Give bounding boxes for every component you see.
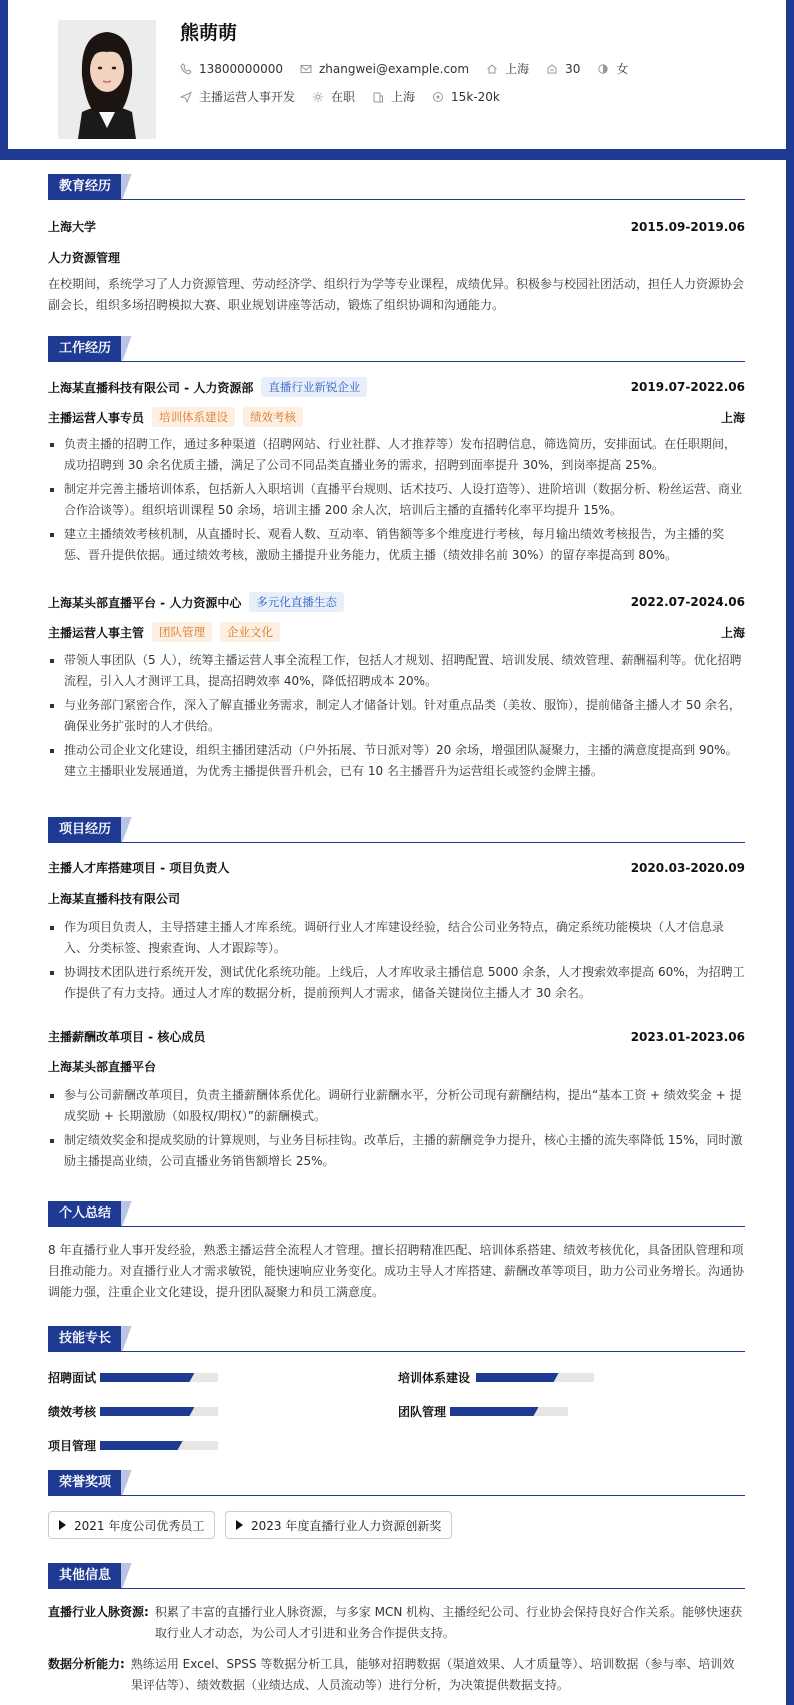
education-description: 在校期间，系统学习了人力资源管理、劳动经济学、组织行为学等专业课程，成绩优异。积极参与校园社团活动，担任人力资源协会副会长，组织多场招聘模拟大赛、职业规划讲座等活动，锻炼了组织协调和沟通能力。 bbox=[48, 277, 745, 312]
skill-item-2 bbox=[48, 1403, 218, 1420]
skill-label: 培训体系建设 bbox=[398, 1371, 471, 1385]
project-2-org-row bbox=[48, 1058, 745, 1075]
list-item: 制定并完善主播培训体系，包括新人入职培训（直播平台规则、话术技巧、人设打造等）、进阶培训（数据分析、粉丝运营、商业合作洽谈等）。组织培训课程 50 余场，培训主播 200 余人次，培训后主播的直播转化率平均提升 15%。 bbox=[48, 479, 745, 521]
work-2-tag-2: 企业文化 bbox=[220, 622, 280, 642]
work-1-tag-2: 绩效考核 bbox=[243, 407, 303, 427]
work-2-header bbox=[48, 592, 745, 612]
education-dates: 2015.09-2019.06 bbox=[630, 219, 745, 234]
candidate-name: 熊萌萌 bbox=[180, 22, 238, 44]
gender-text: 女 bbox=[616, 62, 629, 76]
school-name: 上海大学 bbox=[48, 220, 97, 234]
education-heading bbox=[48, 174, 745, 200]
list-item: 协调技术团队进行系统开发，测试优化系统功能。上线后，人才库收录主播信息 5000 余条，人才搜索效率提高 60%，为招聘工作提供了有力支持。通过人才库的数据分析，提前预判人才需求，储备关键岗位主播人才 30 余名。 bbox=[48, 962, 745, 1004]
project-1-bullets bbox=[48, 917, 745, 1007]
section-title-skills: 技能专长 bbox=[48, 1326, 122, 1351]
section-title-education: 教育经历 bbox=[48, 174, 122, 199]
section-title-honors: 荣誉奖项 bbox=[48, 1470, 122, 1495]
play-icon bbox=[59, 1520, 66, 1530]
work-2-bullets bbox=[48, 650, 745, 785]
work-1-company-tag: 直播行业新锐企业 bbox=[261, 377, 367, 397]
target-city-text: 上海 bbox=[391, 90, 416, 104]
list-item: 负责主播的招聘工作，通过多种渠道（招聘网站、行业社群、人才推荐等）发布招聘信息，筛选简历，安排面试。在任职期间，成功招聘到 30 余名优质主播，满足了公司不同品类直播业务的需求，招聘到面率提升 30%，到岗率提高 25%。 bbox=[48, 434, 745, 476]
work-2-tag-1: 团队管理 bbox=[152, 622, 212, 642]
project-2-bullets bbox=[48, 1085, 745, 1175]
summary-text: 8 年直播行业人事开发经验，熟悉主播运营全流程人才管理。擅长招聘精准匹配、培训体系搭建、绩效考核优化，具备团队管理和项目推动能力。对直播行业人才需求敏锐，能快速响应业务变化。成功主导人才库搭建、薪酬改革等项目，助力公司业务增长。沟通协调能力强，注重企业文化建设，提升团队凝聚力和员工满意度。 bbox=[48, 1243, 745, 1299]
project-1-header bbox=[48, 859, 745, 876]
summary-heading bbox=[48, 1201, 745, 1227]
project-2-org: 上海某头部直播平台 bbox=[48, 1060, 157, 1074]
work-1-dates: 2019.07-2022.06 bbox=[630, 380, 745, 394]
title-tail bbox=[121, 1563, 133, 1588]
section-title-other: 其他信息 bbox=[48, 1563, 122, 1588]
salary-text: 15k-20k bbox=[451, 89, 500, 104]
list-item: 参与公司薪酬改革项目，负责主播薪酬体系优化。调研行业薪酬水平，分析公司现有薪酬结构，提出“基本工资 + 绩效奖金 + 提成奖励 + 长期激励（如股权/期权）”的薪酬模式。 bbox=[48, 1085, 745, 1127]
list-item: 带领人事团队（5 人），统筹主播运营人事全流程工作，包括人才规划、招聘配置、培训发展、绩效管理、薪酬福利等。优化招聘流程，引入人才测评工具，提高招聘效率 40%，降低招聘成本 20%。 bbox=[48, 650, 745, 692]
title-tail bbox=[121, 336, 133, 361]
work-1-title-row bbox=[48, 407, 745, 427]
content-layer bbox=[48, 0, 745, 1705]
section-title-work: 工作经历 bbox=[48, 336, 122, 361]
other-item-1 bbox=[48, 1602, 745, 1644]
project-1-org: 上海某直播科技有限公司 bbox=[48, 892, 181, 906]
status-text: 在职 bbox=[331, 90, 356, 104]
location-text: 上海 bbox=[505, 62, 530, 76]
skill-item-1 bbox=[398, 1369, 594, 1386]
age-text: 30 bbox=[565, 61, 581, 76]
work-1-header bbox=[48, 377, 745, 397]
skill-fill bbox=[100, 1373, 194, 1382]
work-1-title: 主播运营人事专员 bbox=[48, 410, 145, 425]
target-role-text: 主播运营人事开发 bbox=[199, 90, 296, 104]
honor-text: 2021 年度公司优秀员工 bbox=[74, 1518, 205, 1533]
skill-item-3 bbox=[398, 1403, 568, 1420]
list-item: 制定绩效奖金和提成奖励的计算规则，与业务目标挂钩。改革后，主播的薪酬竞争力提升，核心主播的流失率降低 15%，同时激励主播提高业绩，公司直播业务销售额增长 25%。 bbox=[48, 1130, 745, 1172]
other-heading bbox=[48, 1563, 745, 1589]
skill-fill bbox=[476, 1373, 559, 1382]
list-item: 与业务部门紧密合作，深入了解直播业务需求，制定人才储备计划。针对重点品类（美妆、服饰），提前储备主播人才 50 余名，确保业务扩张时的人才供给。 bbox=[48, 695, 745, 737]
project-2-header bbox=[48, 1028, 745, 1045]
work-2-title-row bbox=[48, 622, 745, 642]
section-title-summary: 个人总结 bbox=[48, 1201, 122, 1226]
skill-label: 团队管理 bbox=[398, 1405, 447, 1419]
projects-heading bbox=[48, 817, 745, 843]
skill-bar bbox=[450, 1407, 568, 1416]
skill-bar bbox=[100, 1373, 218, 1382]
project-2-dates: 2023.01-2023.06 bbox=[630, 1029, 745, 1044]
work-2-dates: 2022.07-2024.06 bbox=[630, 595, 745, 609]
work-1-city: 上海 bbox=[720, 410, 745, 425]
other-key: 直播行业人脉资源: bbox=[48, 1605, 149, 1619]
right-accent-strip bbox=[786, 149, 794, 1705]
honor-text: 2023 年度直播行业人力资源创新奖 bbox=[251, 1518, 442, 1533]
skill-bar bbox=[476, 1373, 594, 1382]
title-tail bbox=[121, 1201, 133, 1226]
phone-text: 13800000000 bbox=[199, 61, 283, 76]
skills-heading bbox=[48, 1326, 745, 1352]
honor-badge-2 bbox=[225, 1511, 452, 1539]
list-item: 作为项目负责人，主导搭建主播人才库系统。调研行业人才库建设经验，结合公司业务特点，确定系统功能模块（人才信息录入、分类标签、搜索查询、人才跟踪等）。 bbox=[48, 917, 745, 959]
section-title-projects: 项目经历 bbox=[48, 817, 122, 842]
skill-item-0 bbox=[48, 1369, 218, 1386]
skill-fill bbox=[100, 1441, 183, 1450]
other-value: 熟练运用 Excel、SPSS 等数据分析工具，能够对招聘数据（渠道效果、人才质量等）、培训数据（参与率、培训效果评估等）、绩效数据（业绩达成、人员流动等）进行分析，为决策提供数据支持。 bbox=[130, 1657, 735, 1692]
work-1-tag-1: 培训体系建设 bbox=[152, 407, 235, 427]
skill-label: 招聘面试 bbox=[48, 1371, 97, 1385]
work-1-bullets bbox=[48, 434, 745, 569]
major-name: 人力资源管理 bbox=[48, 251, 121, 265]
title-tail bbox=[121, 817, 133, 842]
work-2-company-tag: 多元化直播生态 bbox=[249, 592, 344, 612]
work-heading bbox=[48, 336, 745, 362]
work-1-company: 上海某直播科技有限公司 - 人力资源部 bbox=[48, 380, 254, 395]
title-tail bbox=[121, 174, 133, 199]
work-2-city: 上海 bbox=[720, 625, 745, 640]
skill-label: 项目管理 bbox=[48, 1439, 97, 1453]
play-icon bbox=[236, 1520, 243, 1530]
skill-bar bbox=[100, 1407, 218, 1416]
work-2-company: 上海某头部直播平台 - 人力资源中心 bbox=[48, 595, 242, 610]
major-row bbox=[48, 249, 745, 266]
list-item: 建立主播绩效考核机制，从直播时长、观看人数、互动率、销售额等多个维度进行考核，每月输出绩效考核报告，为主播的奖惩、晋升提供依据。通过绩效考核，激励主播提升业务能力，优质主播（绩效排名前 30%）的留存率提高到 80%。 bbox=[48, 524, 745, 566]
list-item: 推动公司企业文化建设，组织主播团建活动（户外拓展、节日派对等）20 余场，增强团队凝聚力，主播的满意度提高到 90%。建立主播职业发展通道，为优秀主播提供晋升机会，已有 10 名主播晋升为运营组长或签约金牌主播。 bbox=[48, 740, 745, 782]
skill-label: 绩效考核 bbox=[48, 1405, 97, 1419]
title-tail bbox=[121, 1470, 133, 1495]
project-1-org-row bbox=[48, 890, 745, 907]
work-2-title: 主播运营人事主管 bbox=[48, 625, 145, 640]
other-key: 数据分析能力: bbox=[48, 1657, 125, 1671]
project-1-dates: 2020.03-2020.09 bbox=[630, 860, 745, 875]
skill-fill bbox=[100, 1407, 194, 1416]
title-tail bbox=[121, 1326, 133, 1351]
skill-item-4 bbox=[48, 1437, 218, 1454]
skill-bar bbox=[100, 1441, 218, 1450]
project-1-name: 主播人才库搭建项目 - 项目负责人 bbox=[48, 861, 230, 875]
other-item-2 bbox=[48, 1654, 745, 1696]
education-row bbox=[48, 218, 745, 235]
other-value: 积累了丰富的直播行业人脉资源，与多家 MCN 机构、主播经纪公司、行业协会保持良好合作关系。能够快速获取行业人才动态，为公司人才引进和业务合作提供支持。 bbox=[154, 1605, 743, 1640]
honors-heading bbox=[48, 1470, 745, 1496]
skill-fill bbox=[450, 1407, 539, 1416]
email-text: zhangwei@example.com bbox=[318, 61, 470, 76]
project-2-name: 主播薪酬改革项目 - 核心成员 bbox=[48, 1030, 206, 1044]
honor-badge-1 bbox=[48, 1511, 215, 1539]
